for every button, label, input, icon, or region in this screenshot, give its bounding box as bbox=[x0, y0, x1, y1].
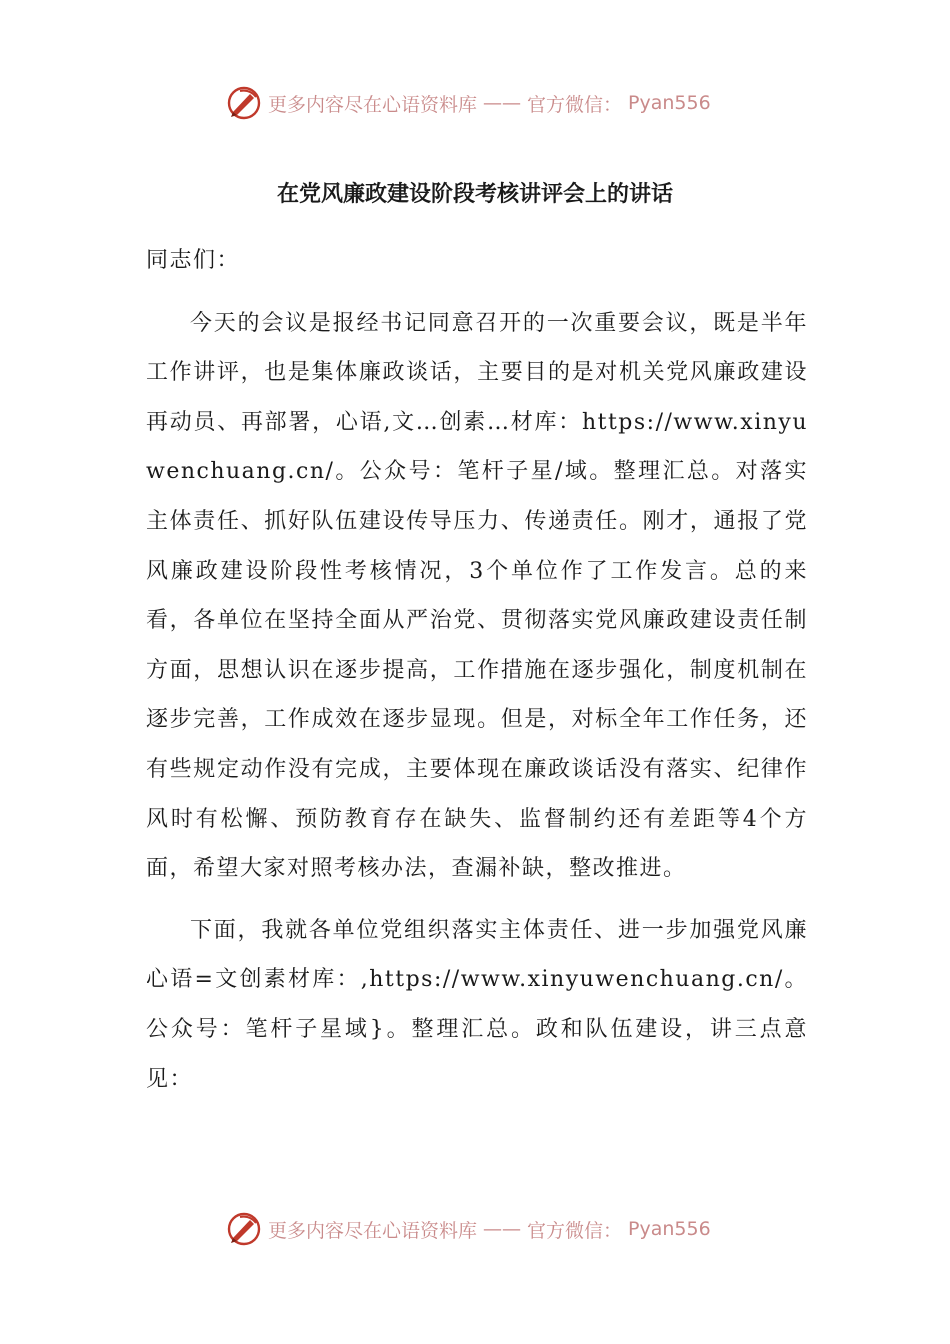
pen-logo-icon bbox=[226, 1211, 262, 1247]
banner-contact-id: Pyan556 bbox=[628, 92, 711, 114]
header-watermark-banner bbox=[226, 83, 746, 123]
document-body bbox=[146, 236, 808, 1116]
pen-logo-icon bbox=[226, 85, 262, 121]
banner-text: 更多内容尽在心语资料库 bbox=[268, 1219, 478, 1242]
banner-separator: —— bbox=[483, 92, 522, 114]
banner-contact-prefix: 官方微信： bbox=[527, 93, 623, 116]
salutation: 同志们： bbox=[146, 248, 241, 273]
footer-watermark-banner bbox=[226, 1209, 746, 1249]
paragraph-2: 下面，我就各单位党组织落实主体责任、进一步加强党风廉心语=文创素材库：,https://www.xinyuwenchuang.cn/。公众号：笔杆子星域}。整理汇总。政和队伍建设，讲三点意见： bbox=[146, 917, 808, 1092]
banner-contact-id: Pyan556 bbox=[628, 1218, 711, 1240]
paragraph-1: 今天的会议是报经书记同意召开的一次重要会议，既是半年工作讲评，也是集体廉政谈话，主要目的是对机关党风廉政建设再动员、再部署，心语,文…创素…材库：https://www.xinyuwenchuang.cn/。公众号：笔杆子星/域。整理汇总。对落实主体责任、抓好队伍建设传导压力、传递责任。刚才，通报了党风廉政建设阶段性考核情况，3个单位作了工作发言。总的来看，各单位在坚持全面从严治党、贯彻落实党风廉政建设责任制方面，思想认识在逐步提高，工作措施在逐步强化，制度机制在逐步完善，工作成效在逐步显现。但是，对标全年工作任务，还有些规定动作没有完成，主要体现在廉政谈话没有落实、纪律作风时有松懈、预防教育存在缺失、监督制约还有差距等4个方面，希望大家对照考核办法，查漏补缺，整改推进。 bbox=[146, 310, 808, 882]
banner-text: 更多内容尽在心语资料库 bbox=[268, 93, 478, 116]
document-title: 在党风廉政建设阶段考核讲评会上的讲话 bbox=[276, 182, 673, 207]
banner-separator: —— bbox=[483, 1218, 522, 1240]
banner-contact-prefix: 官方微信： bbox=[527, 1219, 623, 1242]
